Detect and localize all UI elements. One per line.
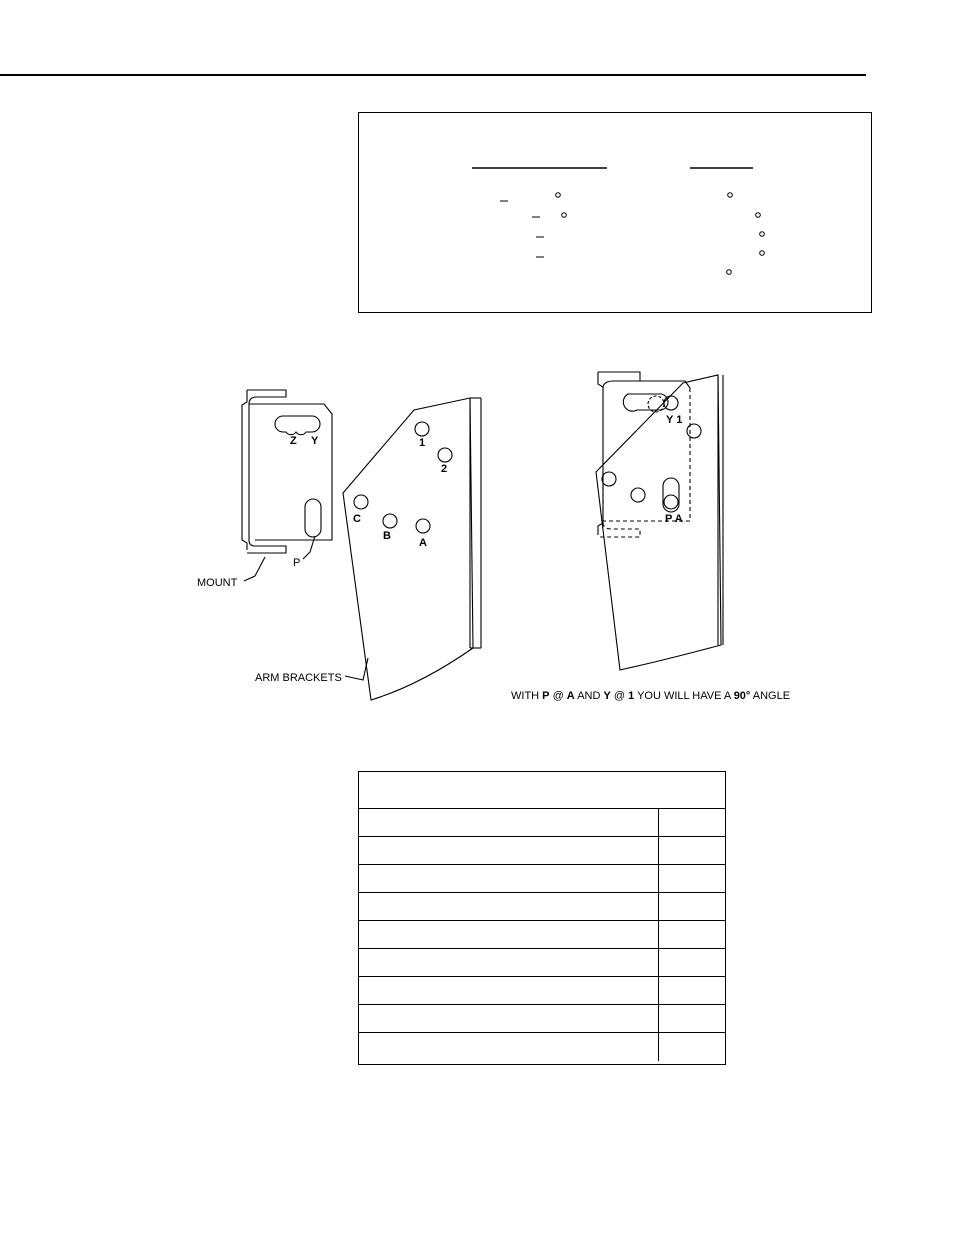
label-hole-1: 1 <box>419 437 426 449</box>
table-row <box>359 837 725 865</box>
label-hole-c: C <box>353 513 361 525</box>
table-cell <box>359 865 659 892</box>
angle-reference-marks <box>359 113 873 314</box>
header-rule <box>0 74 866 76</box>
label-mount: MOUNT <box>197 577 238 589</box>
table-cell <box>659 949 725 976</box>
table-cell <box>659 893 725 920</box>
table-cell <box>359 921 659 948</box>
table-row <box>359 1005 725 1033</box>
table-row <box>359 809 725 837</box>
table-cell <box>659 837 725 864</box>
table-cell <box>359 1005 659 1032</box>
table-row <box>359 921 725 949</box>
label-p: P <box>293 557 301 569</box>
table-cell <box>659 977 725 1004</box>
label-hole-a: A <box>419 537 427 549</box>
table-cell <box>359 1033 659 1061</box>
table-body <box>359 809 725 1061</box>
table-cell <box>359 977 659 1004</box>
table-cell <box>659 1033 725 1061</box>
assembled-brackets <box>596 372 723 670</box>
label-arm-brackets: ARM BRACKETS <box>255 672 342 684</box>
table-cell <box>659 809 725 836</box>
label-pa: P A <box>665 513 683 525</box>
parts-table <box>358 771 726 1065</box>
mount-plate <box>242 390 332 581</box>
table-row <box>359 1033 725 1061</box>
table-cell <box>359 893 659 920</box>
table-row <box>359 893 725 921</box>
table-cell <box>659 1005 725 1032</box>
table-cell <box>659 921 725 948</box>
label-z: Z <box>290 435 297 447</box>
label-hole-b: B <box>383 530 391 542</box>
table-row <box>359 977 725 1005</box>
label-y1: Y 1 <box>666 414 683 426</box>
table-cell <box>359 809 659 836</box>
arm-bracket <box>343 398 481 700</box>
angle-reference-box <box>358 112 872 313</box>
table-row <box>359 865 725 893</box>
label-y: Y <box>311 435 319 447</box>
bracket-drawing <box>0 340 954 720</box>
drawing-caption: WITH P @ A AND Y @ 1 YOU WILL HAVE A 90° ANGLE <box>511 690 791 702</box>
table-row <box>359 949 725 977</box>
table-cell <box>359 837 659 864</box>
table-cell <box>359 949 659 976</box>
table-cell <box>659 865 725 892</box>
table-header <box>359 772 725 809</box>
label-hole-2: 2 <box>441 463 448 475</box>
